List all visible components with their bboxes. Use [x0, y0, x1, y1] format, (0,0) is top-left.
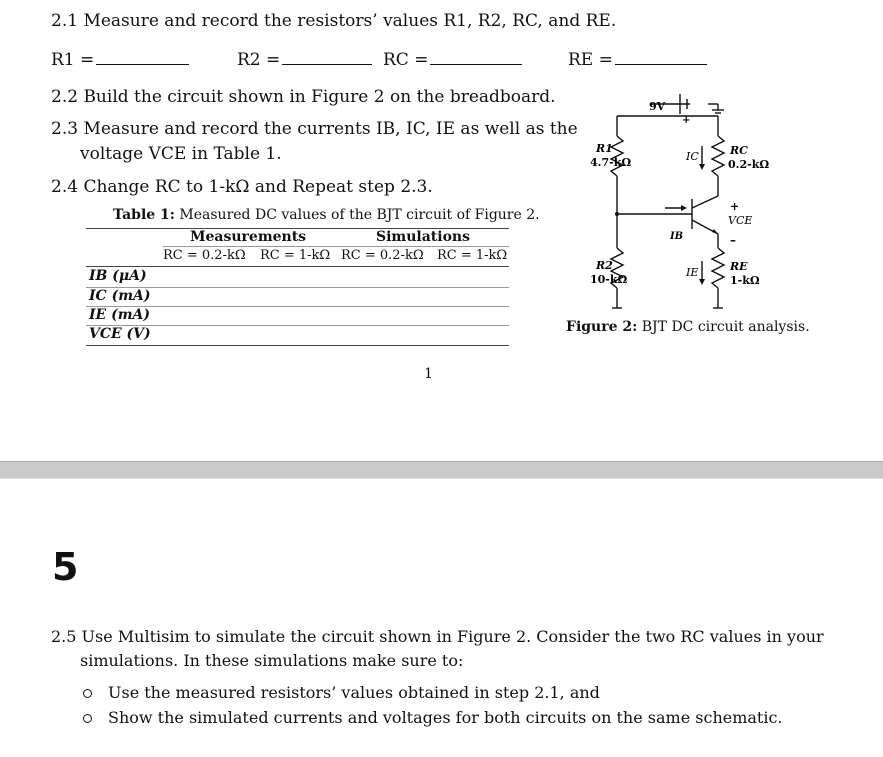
- col-header-4: RC = 1-kΩ: [437, 248, 508, 263]
- vce-minus: –: [730, 233, 736, 247]
- col-header-3: RC = 0.2-kΩ: [341, 248, 424, 263]
- source-label: 9V: [649, 100, 666, 113]
- page-break: [0, 461, 883, 479]
- table-caption: Table 1: Measured DC values of the BJT circuit of Figure 2.: [113, 207, 540, 223]
- simulations-header: Simulations: [376, 229, 470, 245]
- step-2-3-line1: 2.3 Measure and record the currents IB, IC, IE as well as the: [51, 119, 578, 139]
- row-label-vce: VCE (V): [89, 326, 151, 342]
- col-header-2: RC = 1-kΩ: [260, 248, 331, 263]
- rc-field[interactable]: [383, 50, 522, 70]
- re-label: RE =: [568, 50, 613, 70]
- r2-label: R2 =: [237, 50, 281, 70]
- bullet-icon: [83, 689, 92, 698]
- rc-label: RC =: [383, 50, 429, 70]
- r1-symbol: R1: [596, 142, 613, 155]
- circuit-diagram: [560, 86, 820, 321]
- battery-plus: +: [682, 115, 691, 126]
- vce-plus: +: [730, 200, 740, 213]
- r1-field[interactable]: [51, 50, 189, 70]
- re-field[interactable]: [568, 50, 707, 70]
- bullet-icon: [83, 714, 92, 723]
- ib-label: IB: [670, 231, 684, 242]
- re-value: 1-kΩ: [730, 274, 760, 287]
- page-number-5: 5: [52, 545, 79, 589]
- page-number-1: 1: [424, 366, 433, 382]
- step-2-2-text: 2.2 Build the circuit shown in Figure 2 on the breadboard.: [51, 87, 556, 107]
- row-label-ib: IB (μA): [89, 268, 147, 284]
- row-label-ic: IC (mA): [89, 288, 151, 304]
- r2-value: 10-kΩ: [590, 273, 628, 286]
- col-header-1: RC = 0.2-kΩ: [163, 248, 246, 263]
- step-2-5-line2: simulations. In these simulations make sure to:: [80, 651, 464, 670]
- step-2-4-text: 2.4 Change RC to 1-kΩ and Repeat step 2.3.: [51, 177, 433, 197]
- bullet-item-1: Use the measured resistors’ values obtained in step 2.1, and: [83, 683, 600, 702]
- figure-caption: Figure 2: BJT DC circuit analysis.: [566, 319, 810, 335]
- step-2-1-text: 2.1 Measure and record the resistors’ values R1, R2, RC, and RE.: [51, 11, 617, 31]
- r2-field[interactable]: [237, 50, 372, 70]
- r1-value: 4.7-kΩ: [590, 156, 632, 169]
- ie-label: IE: [686, 266, 699, 279]
- rc-value: 0.2-kΩ: [728, 158, 770, 171]
- ic-label: IC: [686, 150, 699, 163]
- r2-symbol: R2: [596, 259, 613, 272]
- step-2-3-line2: voltage VCE in Table 1.: [80, 144, 282, 164]
- bullet-item-2: Show the simulated currents and voltages for both circuits on the same schematic.: [83, 708, 783, 727]
- row-label-ie: IE (mA): [89, 307, 151, 323]
- vce-label: VCE: [728, 214, 753, 227]
- r1-label: R1 =: [51, 50, 95, 70]
- rc-symbol: RC: [730, 144, 748, 157]
- step-2-5-line1: 2.5 Use Multisim to simulate the circuit shown in Figure 2. Consider the two RC values in your: [51, 627, 824, 646]
- re-symbol: RE: [730, 260, 748, 273]
- measurements-header: Measurements: [190, 229, 307, 245]
